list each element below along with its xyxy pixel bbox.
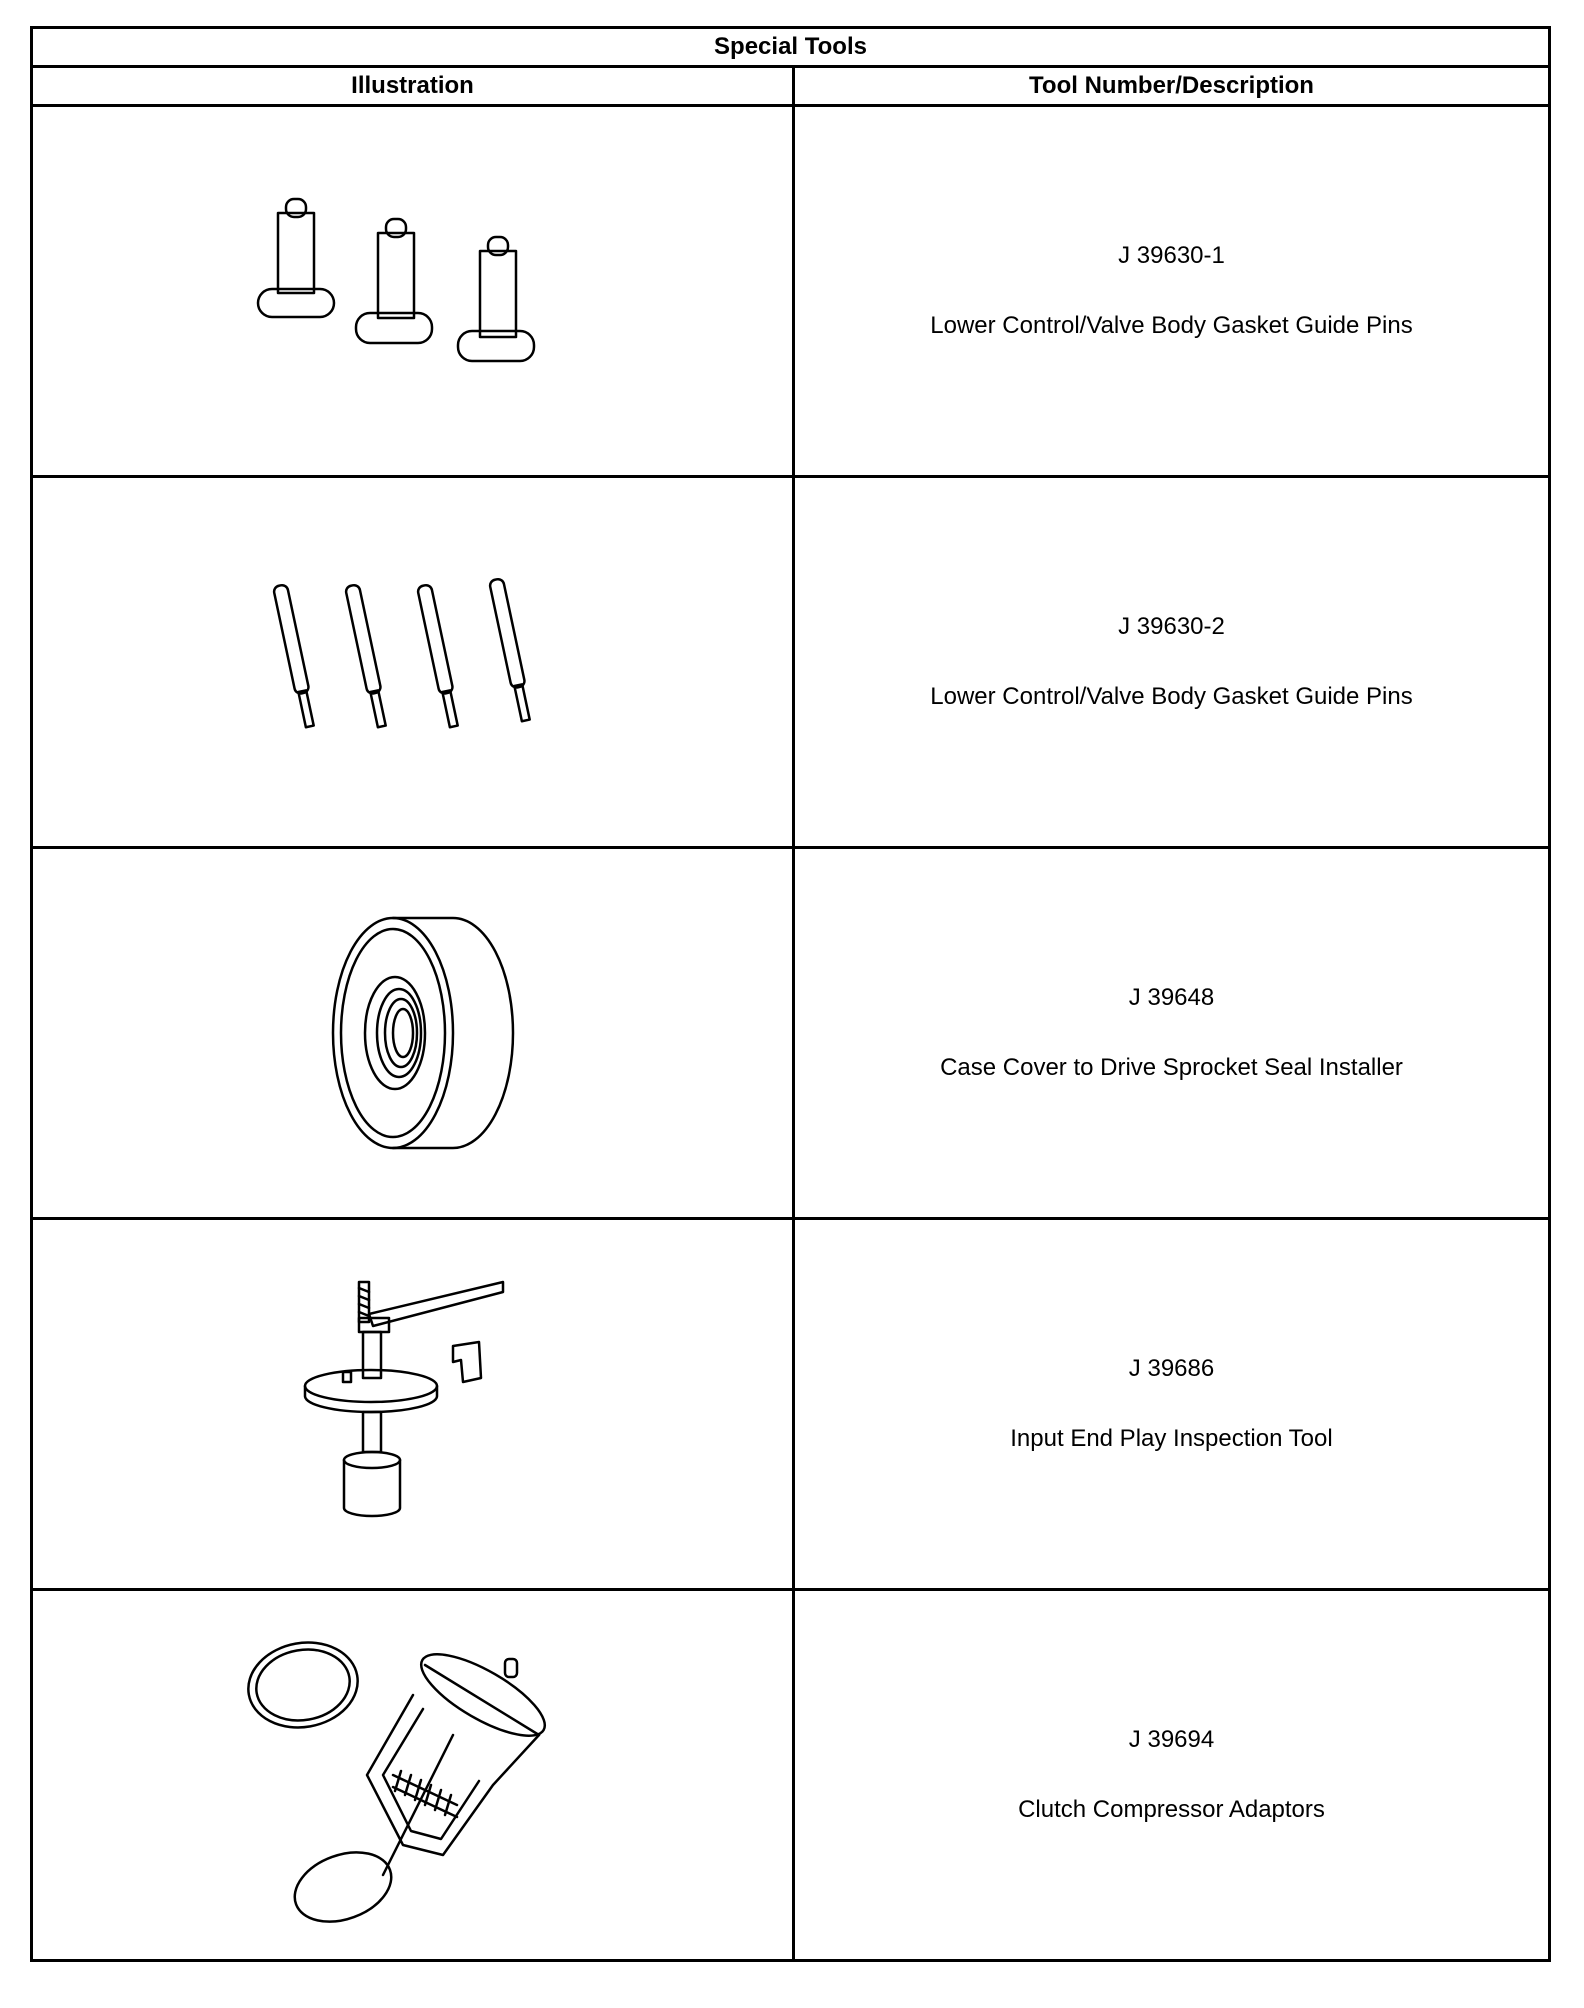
table-row xyxy=(32,1219,1550,1590)
tool-description: Case Cover to Drive Sprocket Seal Installer xyxy=(940,1054,1403,1081)
tool-number: J 39694 xyxy=(1128,1726,1215,1753)
tool-number: J 39630-1 xyxy=(1118,242,1225,269)
tool-number: J 39630-2 xyxy=(1118,613,1225,640)
illustration-cell xyxy=(32,1590,794,1961)
table-title: Special Tools xyxy=(32,28,1550,67)
table-row xyxy=(32,1590,1550,1961)
header-description: Tool Number/Description xyxy=(794,67,1550,106)
illustration-cell xyxy=(32,1219,794,1590)
table-row xyxy=(32,477,1550,848)
tool-number: J 39648 xyxy=(1128,984,1215,1011)
description-cell xyxy=(794,848,1550,1219)
tool-description: Lower Control/Valve Body Gasket Guide Pins xyxy=(930,312,1413,339)
end-play-tool-icon xyxy=(303,1274,523,1534)
description-cell xyxy=(794,1590,1550,1961)
description-cell xyxy=(794,106,1550,477)
table-row xyxy=(32,106,1550,477)
tool-description: Lower Control/Valve Body Gasket Guide Pins xyxy=(930,683,1413,710)
header-illustration: Illustration xyxy=(32,67,794,106)
seal-installer-icon xyxy=(303,908,523,1158)
description-cell xyxy=(794,1219,1550,1590)
description-cell xyxy=(794,477,1550,848)
illustration-cell xyxy=(32,848,794,1219)
tool-description: Input End Play Inspection Tool xyxy=(1010,1425,1333,1452)
special-tools-table xyxy=(30,26,1551,1962)
tool-description: Clutch Compressor Adaptors xyxy=(1018,1796,1325,1823)
illustration-cell xyxy=(32,477,794,848)
table-row xyxy=(32,848,1550,1219)
tool-number: J 39686 xyxy=(1128,1355,1215,1382)
guide-pins-large-icon xyxy=(248,191,578,391)
illustration-cell xyxy=(32,106,794,477)
clutch-compressor-icon xyxy=(243,1625,583,1925)
guide-pins-slim-icon xyxy=(253,577,573,747)
